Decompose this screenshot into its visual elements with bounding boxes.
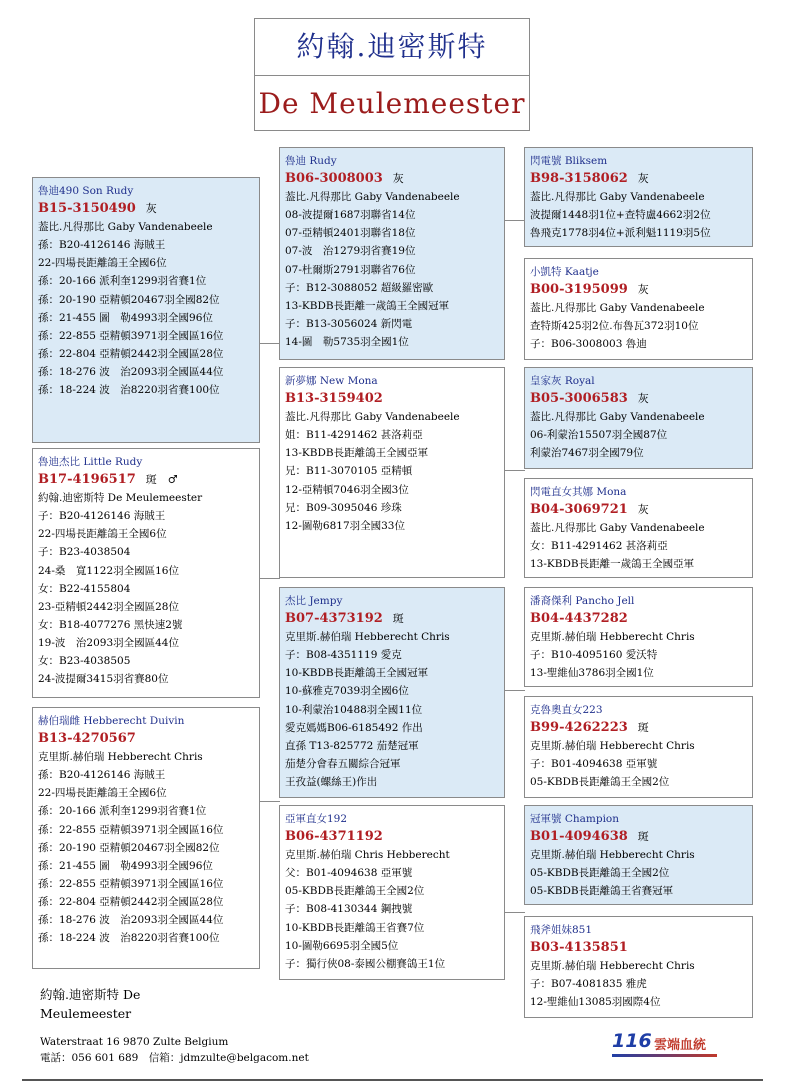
pedigree-line: 22-四場長距離鴿王全國6位 <box>38 787 167 800</box>
pedigree-line: 10-蘇雅克7039羽全國6位 <box>285 685 409 698</box>
pedigree-card-grandsire-paternal <box>279 147 505 360</box>
pedigree-line: 女：B22-4155804 <box>38 582 131 595</box>
pedigree-line: 直孫 T13-825772 茄楚冠軍 <box>285 739 419 752</box>
connector-line <box>504 690 525 691</box>
pigeon-name: 冠軍號 Champion <box>530 813 620 825</box>
pedigree-line: 10-圖勒6695羽全國5位 <box>285 939 399 952</box>
ring-number-row <box>530 170 748 188</box>
pigeon-name: 杰比 Jempy <box>285 595 343 607</box>
pigeon-color: 灰 <box>637 172 649 186</box>
pedigree-line: 子：B20-4126146 海賊王 <box>38 510 166 523</box>
pedigree-line: 06-利蒙治15507羽全國87位 <box>530 429 668 442</box>
pedigree-card-sire <box>32 177 260 443</box>
ring-number-row <box>530 610 748 628</box>
pedigree-line: 孫：20-190 亞精頓20467羽全國82位 <box>38 841 220 854</box>
pedigree-line: 子：B10-4095160 愛沃特 <box>530 649 658 662</box>
pedigree-line: 12-亞精頓7046羽全國3位 <box>285 483 409 496</box>
pedigree-line: 女：B23-4038505 <box>38 655 131 668</box>
pedigree-line: 克里斯.赫伯瑞 Hebberecht Chris <box>38 751 203 764</box>
pedigree-line: 姐：B11-4291462 甚洛莉亞 <box>285 429 423 442</box>
title-box <box>254 18 530 131</box>
pedigree-card-granddam-paternal <box>279 367 505 578</box>
pedigree-line: 葢比.凡得那比 Gaby Vandenabeele <box>38 221 213 234</box>
pedigree-card-grandsire-maternal <box>279 587 505 798</box>
pedigree-line: 兄：B09-3095046 珍珠 <box>285 501 402 514</box>
pedigree-line: 10-KBDB長距離鴿王省賽7位 <box>285 921 425 934</box>
pedigree-line: 孫：22-804 亞精頓2442羽全國區28位 <box>38 895 224 908</box>
pedigree-line: 子：B12-3088052 超級羅密歐 <box>285 281 434 294</box>
ring-number: B17-4196517 <box>38 472 136 488</box>
pigeon-name: 皇家灰 Royal <box>530 375 595 387</box>
pedigree-line: 22-四場長距離鴿王全國6位 <box>38 528 167 541</box>
pedigree-line: 波提爾1448羽1位+查特盧4662羽2位 <box>530 209 711 222</box>
ring-number: B05-3006583 <box>530 391 628 407</box>
pedigree-line: 愛克媽媽B06-6185492 作出 <box>285 721 423 734</box>
pedigree-line: 父：B01-4094638 亞軍號 <box>285 867 413 880</box>
breeder-address-block <box>40 1034 309 1066</box>
pigeon-name: 閃電直女其娜 Mona <box>530 486 627 498</box>
pedigree-line: 孫：18-224 波 治8220羽省賽100位 <box>38 384 220 397</box>
ring-number: B06-3008003 <box>285 171 383 187</box>
logo-underline <box>612 1054 717 1057</box>
pedigree-line: 魯飛克1778羽4位+派利魁1119羽5位 <box>530 227 711 240</box>
pigeon-color: 灰 <box>637 392 649 406</box>
pedigree-line: 孫：18-224 波 治8220羽省賽100位 <box>38 932 220 945</box>
connector-line <box>259 578 280 579</box>
pedigree-line: 孫：20-166 派利奎1299羽省賽1位 <box>38 805 207 818</box>
pedigree-line: 茄楚分會春五關綜合冠軍 <box>285 757 401 770</box>
pigeon-name: 赫伯瑞雌 Hebberecht Duivin <box>38 715 185 727</box>
ring-number-row <box>285 170 500 188</box>
ring-number-row <box>530 719 748 737</box>
pedigree-line: 利蒙治7467羽全國79位 <box>530 447 644 460</box>
pedigree-card-granddam-maternal <box>279 805 505 980</box>
ring-number: B13-3159402 <box>285 391 383 407</box>
pedigree-card-dam <box>32 707 260 969</box>
connector-line <box>259 801 280 802</box>
pedigree-line: 孫：21-455 圖 勒4993羽全國96位 <box>38 311 213 324</box>
pedigree-line: 克里斯.赫伯瑞 Hebberecht Chris <box>285 631 450 644</box>
pedigree-line: 13-KBDB長距離鴿王全國亞軍 <box>285 447 429 460</box>
pedigree-line: 24-波提爾3415羽省賽80位 <box>38 673 169 686</box>
pedigree-line: 女：B11-4291462 甚洛莉亞 <box>530 540 668 553</box>
pedigree-line: 克里斯.赫伯瑞 Hebberecht Chris <box>530 849 695 862</box>
pedigree-line: 兄：B11-3070105 亞精頓 <box>285 465 413 478</box>
pedigree-line: 07-亞精頓2401羽聯省18位 <box>285 227 416 240</box>
pedigree-line: 子：B08-4130344 鋼拽號 <box>285 903 413 916</box>
ring-number: B13-4270567 <box>38 731 136 747</box>
ring-number-row <box>285 390 500 408</box>
ring-number-row <box>38 200 255 218</box>
pedigree-line: 13-KBDB長距離一歲鴿王全國亞軍 <box>530 558 695 571</box>
pedigree-line: 子：B13-3056024 新閃電 <box>285 317 413 330</box>
pedigree-card-ggs-4 <box>524 805 753 905</box>
pedigree-line: 克里斯.赫伯瑞 Hebberecht Chris <box>530 631 695 644</box>
pedigree-line: 22-四場長距離鴿王全國6位 <box>38 257 167 270</box>
pedigree-line: 葢比.凡得那比 Gaby Vandenabeele <box>530 302 705 315</box>
ring-number: B00-3195099 <box>530 282 628 298</box>
ring-number-row <box>530 501 748 519</box>
pedigree-line: 19-波 治2093羽全國區44位 <box>38 636 179 649</box>
pedigree-line: 孫：22-855 亞精頓3971羽全國區16位 <box>38 823 224 836</box>
pedigree-line: 子：B23-4038504 <box>38 546 131 559</box>
pedigree-line: 王孜益(螺絲王)作出 <box>285 775 378 788</box>
ring-number: B07-4373192 <box>285 611 383 627</box>
pedigree-line: 08-波提爾1687羽聯省14位 <box>285 209 416 222</box>
pedigree-line: 克里斯.赫伯瑞 Hebberecht Chris <box>530 960 695 973</box>
page-title-chinese: 約翰.迪密斯特 <box>296 30 488 63</box>
pigeon-name: 小凱特 Kaatje <box>530 266 599 278</box>
pedigree-card-ggd-4 <box>524 916 753 1018</box>
pedigree-line: 孫：20-190 亞精頓20467羽全國82位 <box>38 293 220 306</box>
page-title-english: De Meulemeester <box>258 87 526 120</box>
pedigree-line: 孫：22-804 亞精頓2442羽全國區28位 <box>38 347 224 360</box>
ring-number-row <box>38 471 255 489</box>
pedigree-line: 孫：B20-4126146 海賊王 <box>38 769 166 782</box>
pedigree-line: 13-KBDB長距離一歲鴿王全國冠軍 <box>285 299 450 312</box>
pedigree-line: 10-利蒙治10488羽全國11位 <box>285 703 423 716</box>
pedigree-line: 克里斯.赫伯瑞 Chris Hebberecht <box>285 849 450 862</box>
pigeon-color: 灰 <box>637 283 649 297</box>
pedigree-line: 07-杜爾斯2791羽聯省76位 <box>285 263 416 276</box>
ring-number: B01-4094638 <box>530 829 628 845</box>
pedigree-line: 孫：22-855 亞精頓3971羽全國區16位 <box>38 329 224 342</box>
pedigree-card-ggd-1 <box>524 258 753 360</box>
pigeon-name: 飛斧姐妹851 <box>530 924 593 936</box>
ring-number: B15-3150490 <box>38 201 136 217</box>
ring-number: B06-4371192 <box>285 829 383 845</box>
logo-number: 116 <box>612 1030 652 1052</box>
connector-line <box>504 220 525 221</box>
pigeon-color: 灰 <box>392 172 404 186</box>
pedigree-line: 孫：18-276 波 治2093羽全國區44位 <box>38 365 224 378</box>
breeder-name: 約翰.迪密斯特 De Meulemeester <box>40 987 141 1021</box>
ring-number-row <box>530 390 748 408</box>
pigeon-name: 潘裔傑利 Pancho Jell <box>530 595 635 607</box>
ring-number: B04-4437282 <box>530 611 628 627</box>
pedigree-line: 07-波 治1279羽省賽19位 <box>285 245 416 258</box>
pigeon-name: 魯迪 Rudy <box>285 155 337 167</box>
ring-number-row <box>530 281 748 299</box>
pedigree-line: 子：B01-4094638 亞軍號 <box>530 758 658 771</box>
pigeon-name: 魯迪杰比 Little Rudy <box>38 456 143 468</box>
ring-number-row <box>38 730 255 748</box>
pigeon-color: 斑 <box>392 612 404 626</box>
pedigree-line: 05-KBDB長距離鴿王全國2位 <box>530 867 670 880</box>
pedigree-line: 05-KBDB長距離鴿王全國2位 <box>530 776 670 789</box>
connector-line <box>504 912 525 913</box>
pigeon-name: 新夢娜 New Mona <box>285 375 378 387</box>
ring-number-row <box>530 828 748 846</box>
ring-number: B98-3158062 <box>530 171 628 187</box>
pigeon-name: 魯迪490 Son Rudy <box>38 185 134 197</box>
logo-text: 雲端血統 <box>654 1038 707 1053</box>
ring-number: B03-4135851 <box>530 940 628 956</box>
connector-line <box>259 343 280 344</box>
pedigree-card-ggd-2 <box>524 478 753 578</box>
pigeon-color: 灰 <box>637 503 649 517</box>
pedigree-line: 葢比.凡得那比 Gaby Vandenabeele <box>530 522 705 535</box>
pedigree-line: 子：獨行俠08-泰國公棚賽鴿王1位 <box>285 957 446 970</box>
pedigree-line: 查特斯425羽2位.布魯瓦372羽10位 <box>530 320 699 333</box>
breeder-contact: 電話：056 601 689 信箱：jdmzulte@belgacom.net <box>40 1052 309 1064</box>
ring-number-row <box>530 939 748 957</box>
pedigree-line: 子：B06-3008003 魯迪 <box>530 338 647 351</box>
ring-number: B04-3069721 <box>530 502 628 518</box>
pedigree-line: 女：B18-4077276 黑快速2號 <box>38 618 183 631</box>
pedigree-line: 葢比.凡得那比 Gaby Vandenabeele <box>530 411 705 424</box>
pedigree-line: 14-圖 勒5735羽全國1位 <box>285 335 409 348</box>
pedigree-line: 05-KBDB長距離鴿王全國2位 <box>285 885 425 898</box>
pedigree-card-ggs-3 <box>524 587 753 687</box>
pigeon-name: 亞軍直女192 <box>285 813 348 825</box>
pedigree-card-subject <box>32 448 260 698</box>
pedigree-line: 孫：21-455 圖 勒4993羽全國96位 <box>38 859 213 872</box>
breeder-address: Waterstraat 16 9870 Zulte Belgium <box>40 1036 229 1048</box>
pedigree-line: 孫：20-166 派利奎1299羽省賽1位 <box>38 275 207 288</box>
pedigree-line: 子：B08-4351119 愛克 <box>285 649 402 662</box>
pedigree-line: 葢比.凡得那比 Gaby Vandenabeele <box>285 191 460 204</box>
pigeon-color: 斑 <box>637 830 649 844</box>
connector-line <box>504 470 525 471</box>
footer-divider <box>22 1079 763 1081</box>
pedigree-line: 克里斯.赫伯瑞 Hebberecht Chris <box>530 740 695 753</box>
pedigree-card-ggs-1 <box>524 147 753 247</box>
pigeon-name: 閃電號 Bliksem <box>530 155 608 167</box>
pedigree-line: 13-聖維仙3786羽全國1位 <box>530 667 654 680</box>
pedigree-line: 孫：22-855 亞精頓3971羽全國區16位 <box>38 877 224 890</box>
pedigree-line: 子：B07-4081835 雅虎 <box>530 978 647 991</box>
pedigree-line: 孫：18-276 波 治2093羽全國區44位 <box>38 914 224 927</box>
ring-number-row <box>285 610 500 628</box>
ring-number: B99-4262223 <box>530 720 628 736</box>
pedigree-card-ggd-3 <box>524 696 753 798</box>
pedigree-line: 葢比.凡得那比 Gaby Vandenabeele <box>285 411 460 424</box>
site-logo <box>612 1030 722 1058</box>
pedigree-card-ggs-2 <box>524 367 753 469</box>
pedigree-line: 孫：B20-4126146 海賊王 <box>38 239 166 252</box>
ring-number-row <box>285 828 500 846</box>
pedigree-line: 05-KBDB長距離鴿王省賽冠軍 <box>530 885 674 898</box>
pigeon-color: 斑 <box>637 721 649 735</box>
pigeon-name: 克魯奧直女223 <box>530 704 603 716</box>
pedigree-line: 葢比.凡得那比 Gaby Vandenabeele <box>530 191 705 204</box>
pedigree-line: 23-亞精頓2442羽全國區28位 <box>38 600 179 613</box>
pedigree-line: 12-圖勒6817羽全國33位 <box>285 519 405 532</box>
pedigree-line: 12-聖維仙13085羽國際4位 <box>530 996 661 1009</box>
pedigree-line: 10-KBDB長距離鴿王全國冠軍 <box>285 667 429 680</box>
pigeon-color: 斑 ♂ <box>145 473 178 487</box>
pedigree-line: 約翰.迪密斯特 De Meulemeester <box>38 492 203 505</box>
pigeon-color: 灰 <box>145 202 157 216</box>
pedigree-line: 24-桑 寬1122羽全國區16位 <box>38 564 179 577</box>
